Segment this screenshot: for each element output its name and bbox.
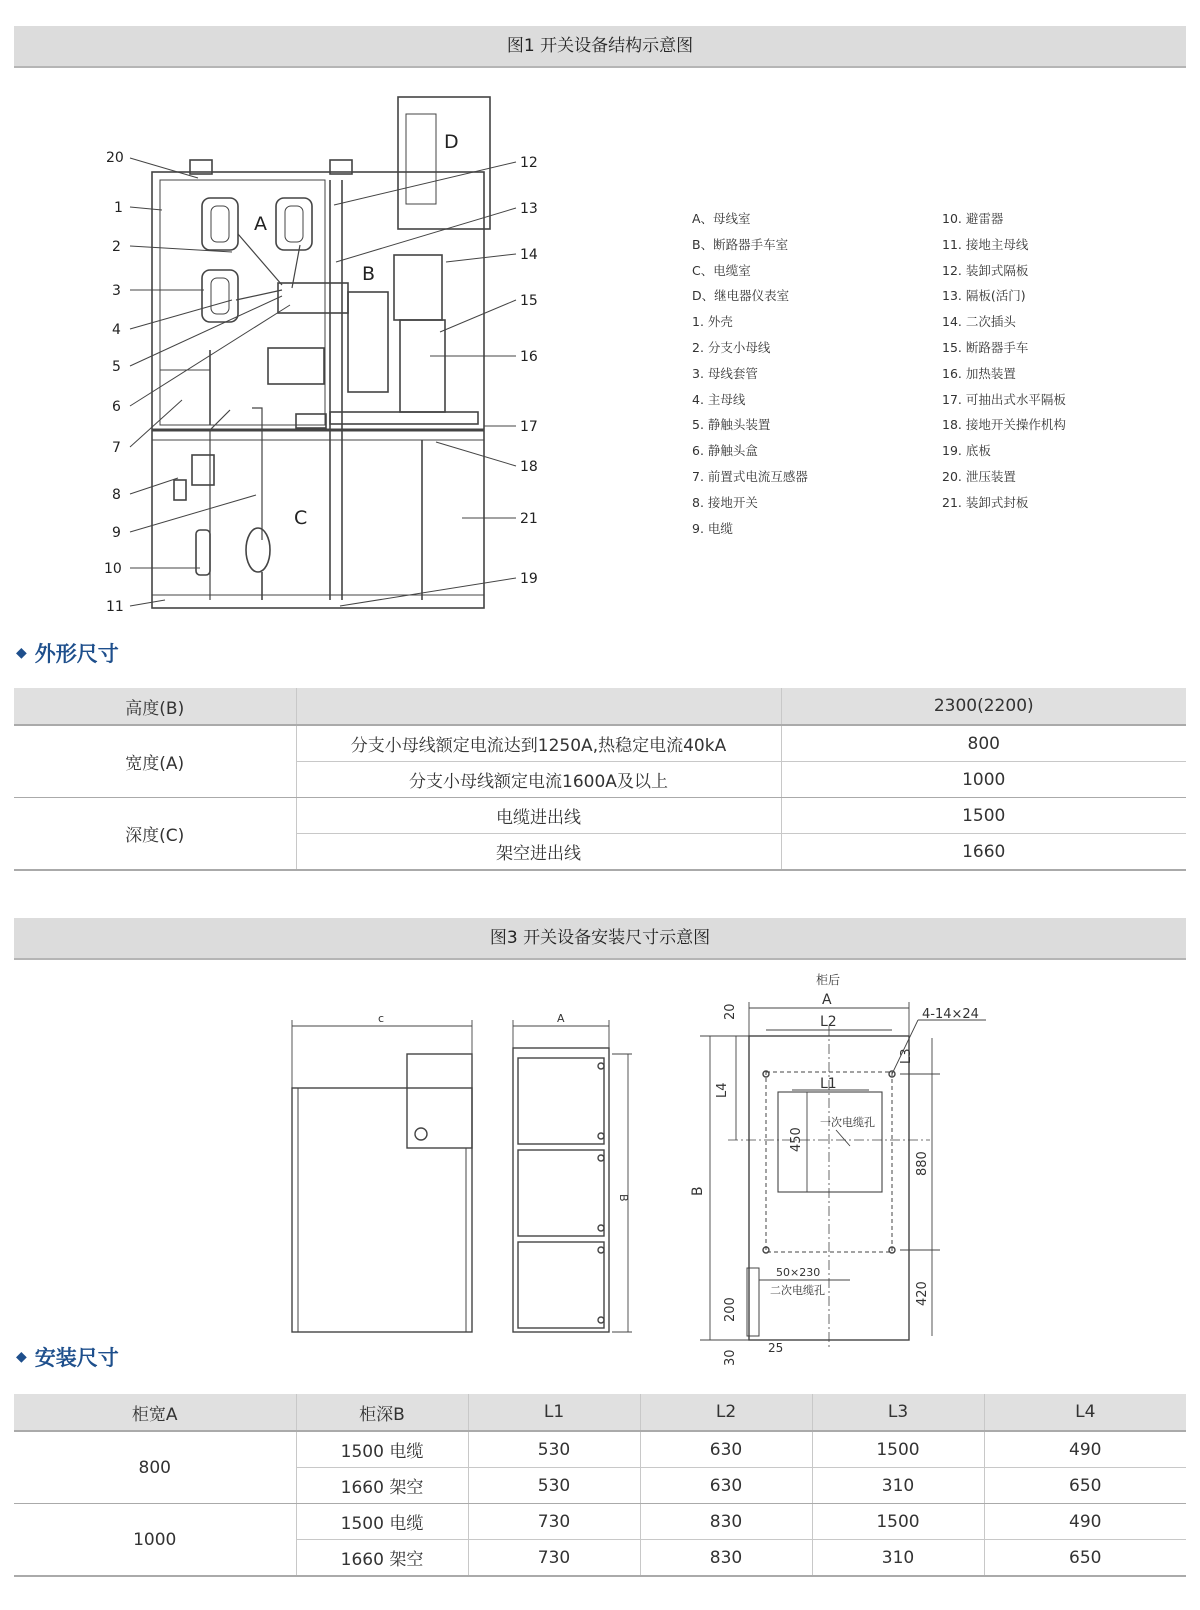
table-header-cell: L4 [984,1394,1186,1431]
legend-item: A、母线室 [692,211,751,226]
legend-item: 2. 分支小母线 [692,339,771,355]
diamond-bullet-icon: ◆ [16,1349,27,1365]
dim-25-label: 25 [768,1341,784,1355]
callout-1: 1 [114,200,123,216]
legend-item: 3. 母线套管 [692,365,758,381]
legend-item: 14. 二次插头 [942,314,1016,330]
table-header-cell: L3 [812,1394,984,1431]
legend-item: 6. 静触头盒 [692,443,758,459]
table-cell: 490 [984,1431,1186,1468]
table-cell: 宽度(A) [14,725,296,798]
table-cell: 310 [812,1468,984,1504]
hole-spec-label: 4-14×24 [922,1007,979,1022]
table-cell: 530 [468,1431,640,1468]
table-cell: 1500 [812,1504,984,1540]
table-cell: 分支小母线额定电流1600A及以上 [296,762,781,798]
rear-label: 柜后 [816,973,841,987]
installation-dimension-diagram [0,962,1200,1382]
table-cell: 1660 架空 [296,1468,468,1504]
table-cell: 分支小母线额定电流达到1250A,热稳定电流40kA [296,725,781,762]
slot-size-label: 50×230 [776,1266,821,1279]
legend-item: 10. 避雷器 [942,211,1004,226]
callout-12: 12 [520,155,538,171]
table-cell: 650 [984,1540,1186,1577]
legend-item: 21. 装卸式封板 [942,494,1029,510]
table-cell: 800 [781,725,1186,762]
diamond-bullet-icon: ◆ [16,645,27,661]
legend-item: D、继电器仪表室 [692,288,790,304]
dim-l3-label: L3 [899,1048,914,1064]
table-row [14,1394,1186,1431]
dim-20-label: 20 [723,1003,738,1020]
table-cell: 310 [812,1540,984,1577]
outline-dimensions-table [14,688,1186,871]
table-cell: 1500 电缆 [296,1431,468,1468]
table-cell: 730 [468,1540,640,1577]
dim-450-label: 450 [789,1127,804,1152]
callout-14: 14 [520,247,538,263]
legend-item: 12. 装卸式隔板 [942,262,1029,278]
table-header-cell: 柜宽A [14,1394,296,1431]
install-dimensions-table [14,1394,1186,1577]
table-cell: 630 [640,1431,812,1468]
dim-l2-label: L2 [820,1014,837,1030]
legend-item: 5. 静触头装置 [692,417,771,433]
table-cell: 架空进出线 [296,834,781,871]
dim-b-label: B [690,1186,706,1196]
legend-item: 18. 接地开关操作机构 [942,417,1066,433]
table-row [14,688,1186,725]
label-compartment-c: C [294,507,308,529]
label-compartment-a: A [254,213,267,235]
legend-item: 7. 前置式电流互感器 [692,468,808,484]
table-cell: 800 [14,1431,296,1504]
dim-a-small-label: A [557,1012,565,1025]
table-header-cell [296,688,781,725]
table-cell: 530 [468,1468,640,1504]
table-row [14,725,1186,762]
figure3-title: 图3 开关设备安装尺寸示意图 [14,918,1186,960]
callout-17: 17 [520,419,538,435]
table-header-cell: 2300(2200) [781,688,1186,725]
callout-19: 19 [520,571,538,587]
table-row [14,1504,1186,1540]
table-cell: 电缆进出线 [296,798,781,834]
dim-420-label: 420 [915,1281,930,1306]
callout-15: 15 [520,293,538,309]
dim-30-label: 30 [723,1349,738,1366]
table-header-cell: 高度(B) [14,688,296,725]
table-cell: 1500 电缆 [296,1504,468,1540]
switchgear-structure-diagram [0,80,660,625]
secondary-hole-label: 二次电缆孔 [770,1284,825,1297]
table-cell: 490 [984,1504,1186,1540]
legend-left [692,206,808,541]
callout-9: 9 [112,525,121,541]
legend-item: 19. 底板 [942,443,991,459]
table-cell: 1660 架空 [296,1540,468,1577]
callout-16: 16 [520,349,538,365]
callout-3: 3 [112,283,121,299]
dim-880-label: 880 [915,1151,930,1176]
install-section-title: ◆ 安装尺寸 [16,1346,119,1370]
callout-2: 2 [112,239,121,255]
figure1-title: 图1 开关设备结构示意图 [14,26,1186,68]
table-row [14,1431,1186,1468]
table-cell: 830 [640,1540,812,1577]
legend-item: 9. 电缆 [692,520,733,536]
legend-item: 20. 泄压装置 [942,468,1016,484]
table-cell: 730 [468,1504,640,1540]
callout-21: 21 [520,511,538,527]
table-cell: 650 [984,1468,1186,1504]
legend-item: B、断路器手车室 [692,236,789,252]
dim-200-label: 200 [723,1297,738,1322]
callout-6: 6 [112,399,121,415]
legend-item: 17. 可抽出式水平隔板 [942,391,1066,407]
callout-10: 10 [104,561,122,577]
dim-a-label: A [822,992,832,1008]
table-cell: 1000 [781,762,1186,798]
table-cell: 1660 [781,834,1186,871]
table-cell: 1500 [781,798,1186,834]
dim-l4-label: L4 [715,1082,730,1098]
callout-20: 20 [106,150,124,166]
table-row [14,798,1186,834]
table-header-cell: L1 [468,1394,640,1431]
legend-item: 15. 断路器手车 [942,339,1029,355]
table-cell: 830 [640,1504,812,1540]
legend-item: 16. 加热装置 [942,365,1016,381]
legend-item: 8. 接地开关 [692,494,758,510]
legend-item: 11. 接地主母线 [942,236,1029,252]
callout-8: 8 [112,487,121,503]
legend-right [942,206,1066,516]
outline-section-title: ◆ 外形尺寸 [16,642,119,666]
callout-11: 11 [106,599,124,615]
callout-4: 4 [112,322,121,338]
callout-13: 13 [520,201,538,217]
label-compartment-b: B [362,263,376,285]
legend-item: 4. 主母线 [692,391,746,407]
legend-item: 13. 隔板(活门) [942,288,1026,304]
dim-c-label: c [378,1012,385,1025]
label-compartment-d: D [444,131,459,153]
table-cell: 1000 [14,1504,296,1577]
callout-5: 5 [112,359,121,375]
legend-item: C、电缆室 [692,262,751,278]
table-cell: 深度(C) [14,798,296,871]
table-cell: 630 [640,1468,812,1504]
table-cell: 1500 [812,1431,984,1468]
dim-l1-label: L1 [820,1076,837,1092]
table-header-cell: 柜深B [296,1394,468,1431]
legend-item: 1. 外壳 [692,314,733,330]
callout-18: 18 [520,459,538,475]
cable-hole-label: 一次电缆孔 [820,1116,875,1129]
dim-b-small-label: B [617,1194,630,1202]
callout-7: 7 [112,440,121,456]
table-header-cell: L2 [640,1394,812,1431]
